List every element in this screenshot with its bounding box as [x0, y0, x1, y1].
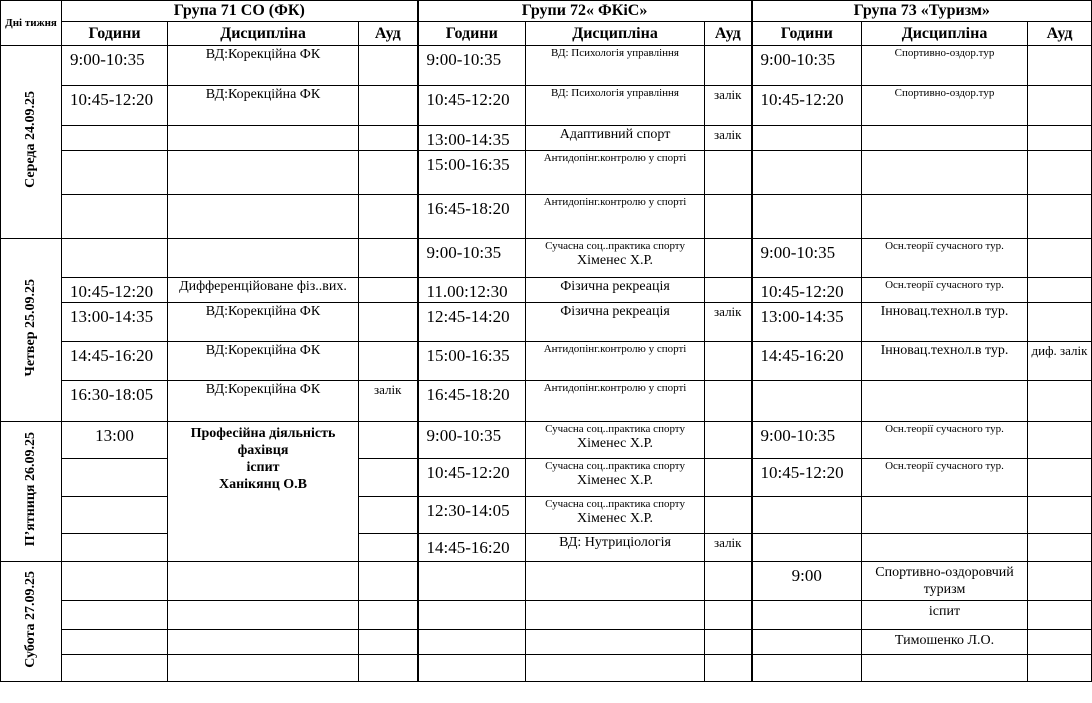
- hours-cell: [62, 497, 168, 534]
- room-cell: [1028, 46, 1092, 86]
- hours-cell: [752, 151, 862, 195]
- room-cell: [359, 126, 418, 151]
- g73-room-header: Ауд: [1028, 22, 1092, 46]
- room-cell: залік: [705, 126, 752, 151]
- hours-cell: [752, 630, 862, 655]
- room-cell: [1028, 278, 1092, 303]
- discipline-text: Сучасна соц..практика спорту: [545, 423, 685, 435]
- discipline-cell: [526, 655, 705, 682]
- room-cell: [359, 46, 418, 86]
- hours-cell: 10:45-12:20: [752, 278, 862, 303]
- teacher-text: Хіменес Х.Р.: [577, 436, 654, 451]
- table-row: [1, 303, 1092, 342]
- discipline-cell: ВД:Корекційна ФК: [168, 303, 359, 342]
- discipline-cell: [168, 126, 359, 151]
- hours-cell: 9:00-10:35: [418, 46, 526, 86]
- table-row: [1, 381, 1092, 422]
- table-row: [1, 278, 1092, 303]
- room-cell: [705, 655, 752, 682]
- room-cell: [359, 86, 418, 126]
- discipline-cell: [862, 655, 1028, 682]
- day-wednesday: Середа 24.09.25: [1, 46, 62, 239]
- discipline-cell: Антидопінг.контролю у спорті: [526, 381, 705, 422]
- hours-cell: [62, 126, 168, 151]
- discipline-cell: [526, 422, 705, 459]
- table-row: [1, 630, 1092, 655]
- discipline-cell: ВД:Корекційна ФК: [168, 381, 359, 422]
- hours-cell: [62, 239, 168, 278]
- room-cell: [705, 46, 752, 86]
- discipline-text: Сучасна соц..практика спорту: [545, 498, 685, 510]
- hours-cell: 10:45-12:20: [752, 459, 862, 497]
- discipline-cell: ВД: Нутриціологія: [526, 534, 705, 562]
- day-thursday: Четвер 25.09.25: [1, 239, 62, 422]
- table-row: [1, 562, 1092, 601]
- room-cell: [359, 239, 418, 278]
- group-header-row: [1, 1, 1092, 22]
- hours-cell: [752, 126, 862, 151]
- g72-discipline-header: Дисципліна: [526, 22, 705, 46]
- hours-cell: [752, 195, 862, 239]
- hours-cell: 14:45-16:20: [62, 342, 168, 381]
- table-row: [1, 126, 1092, 151]
- discipline-cell: Антидопінг.контролю у спорті: [526, 151, 705, 195]
- table-row: [1, 497, 1092, 534]
- table-row: [1, 151, 1092, 195]
- table-row: [1, 459, 1092, 497]
- group-72-title: Групи 72« ФКіС»: [418, 1, 752, 22]
- exam-discipline: Спортивно-оздоровчий туризм: [862, 562, 1028, 601]
- hours-cell: [418, 601, 526, 630]
- hours-cell: 13:00-14:35: [418, 126, 526, 151]
- room-cell: [1028, 239, 1092, 278]
- g71-hours-header: Години: [62, 22, 168, 46]
- hours-cell: 10:45-12:20: [62, 278, 168, 303]
- room-cell: [359, 422, 418, 459]
- discipline-cell: [862, 126, 1028, 151]
- hours-cell: 9:00-10:35: [62, 46, 168, 86]
- exam-discipline-line2: фахівця: [237, 443, 289, 458]
- g73-discipline-header: Дисципліна: [862, 22, 1028, 46]
- table-row: [1, 655, 1092, 682]
- table-row: [1, 601, 1092, 630]
- discipline-cell: ВД: Психологія управління: [526, 46, 705, 86]
- hours-cell: [62, 195, 168, 239]
- day-friday: П’ятниця 26.09.25: [1, 422, 62, 562]
- hours-cell: 13:00: [62, 422, 168, 459]
- discipline-cell: [168, 630, 359, 655]
- exam-teacher: Тимошенко Л.О.: [862, 630, 1028, 655]
- discipline-text: Сучасна соц..практика спорту: [545, 460, 685, 472]
- hours-cell: 9:00-10:35: [418, 239, 526, 278]
- hours-cell: 14:45-16:20: [752, 342, 862, 381]
- room-cell: [359, 655, 418, 682]
- hours-cell: [418, 630, 526, 655]
- discipline-cell: Осн.теорії сучасного тур.: [862, 239, 1028, 278]
- hours-cell: 12:45-14:20: [418, 303, 526, 342]
- hours-cell: 15:00-16:35: [418, 342, 526, 381]
- room-cell: [705, 562, 752, 601]
- table-row: [1, 239, 1092, 278]
- hours-cell: 13:00-14:35: [62, 303, 168, 342]
- discipline-cell: [526, 601, 705, 630]
- hours-cell: [62, 562, 168, 601]
- teacher-text: Хіменес Х.Р.: [577, 473, 654, 488]
- hours-cell: [62, 534, 168, 562]
- hours-cell: 10:45-12:20: [62, 86, 168, 126]
- room-cell: [705, 422, 752, 459]
- table-row: [1, 342, 1092, 381]
- hours-cell: 13:00-14:35: [752, 303, 862, 342]
- hours-cell: 10:45-12:20: [752, 86, 862, 126]
- room-cell: [359, 342, 418, 381]
- days-header: Дні тижня: [1, 1, 62, 46]
- room-cell: залік: [359, 381, 418, 422]
- hours-cell: [752, 381, 862, 422]
- hours-cell: 11.00:12:30: [418, 278, 526, 303]
- room-cell: [359, 497, 418, 534]
- room-cell: [1028, 630, 1092, 655]
- room-cell: [705, 381, 752, 422]
- hours-cell: 15:00-16:35: [418, 151, 526, 195]
- hours-cell: [752, 497, 862, 534]
- discipline-cell: ВД:Корекційна ФК: [168, 46, 359, 86]
- discipline-cell: [168, 239, 359, 278]
- room-cell: [359, 601, 418, 630]
- hours-cell: 9:00-10:35: [752, 46, 862, 86]
- discipline-cell: [526, 239, 705, 278]
- discipline-cell: [168, 151, 359, 195]
- exam-cell: [168, 422, 359, 562]
- discipline-cell: Антидопінг.контролю у спорті: [526, 342, 705, 381]
- exam-type: іспит: [246, 460, 280, 475]
- table-row: [1, 422, 1092, 459]
- discipline-cell: Адаптивний спорт: [526, 126, 705, 151]
- group-71-title: Група 71 СО (ФК): [62, 1, 418, 22]
- room-cell: [359, 459, 418, 497]
- exam-type: іспит: [862, 601, 1028, 630]
- room-cell: [359, 278, 418, 303]
- room-cell: [705, 630, 752, 655]
- discipline-cell: Фізична рекреація: [526, 278, 705, 303]
- hours-cell: 14:45-16:20: [418, 534, 526, 562]
- discipline-cell: [862, 381, 1028, 422]
- room-cell: [359, 534, 418, 562]
- room-cell: [359, 151, 418, 195]
- discipline-cell: [862, 195, 1028, 239]
- discipline-cell: Інновац.технол.в тур.: [862, 342, 1028, 381]
- hours-cell: 9:00-10:35: [752, 239, 862, 278]
- hours-cell: 9:00-10:35: [418, 422, 526, 459]
- hours-cell: [418, 655, 526, 682]
- room-cell: диф. залік: [1028, 342, 1092, 381]
- room-cell: [705, 497, 752, 534]
- discipline-cell: Фізична рекреація: [526, 303, 705, 342]
- room-cell: [359, 303, 418, 342]
- room-cell: залік: [705, 86, 752, 126]
- discipline-cell: Осн.теорії сучасного тур.: [862, 422, 1028, 459]
- hours-cell: 10:45-12:20: [418, 459, 526, 497]
- hours-cell: [752, 655, 862, 682]
- discipline-cell: [526, 497, 705, 534]
- hours-cell: 9:00-10:35: [752, 422, 862, 459]
- discipline-cell: Дифференційоване фіз..вих.: [168, 278, 359, 303]
- discipline-cell: Осн.теорії сучасного тур.: [862, 278, 1028, 303]
- column-header-row: [1, 22, 1092, 46]
- room-cell: [1028, 562, 1092, 601]
- hours-cell: 16:45-18:20: [418, 195, 526, 239]
- hours-cell: 16:30-18:05: [62, 381, 168, 422]
- discipline-cell: Спортивно-оздор.тур: [862, 86, 1028, 126]
- room-cell: [705, 278, 752, 303]
- teacher-text: Хіменес Х.Р.: [577, 253, 654, 268]
- discipline-cell: [862, 534, 1028, 562]
- hours-cell: [752, 601, 862, 630]
- group-73-title: Група 73 «Туризм»: [752, 1, 1092, 22]
- room-cell: [705, 459, 752, 497]
- table-row: [1, 534, 1092, 562]
- discipline-cell: [862, 497, 1028, 534]
- discipline-text: Сучасна соц..практика спорту: [545, 240, 685, 252]
- discipline-cell: ВД:Корекційна ФК: [168, 86, 359, 126]
- g71-room-header: Ауд: [359, 22, 418, 46]
- hours-cell: [62, 630, 168, 655]
- hours-cell: [62, 601, 168, 630]
- discipline-cell: ВД: Психологія управління: [526, 86, 705, 126]
- room-cell: [1028, 497, 1092, 534]
- discipline-cell: Інновац.технол.в тур.: [862, 303, 1028, 342]
- g71-discipline-header: Дисципліна: [168, 22, 359, 46]
- room-cell: [1028, 126, 1092, 151]
- room-cell: [1028, 534, 1092, 562]
- room-cell: [1028, 459, 1092, 497]
- exam-discipline-line1: Професійна діяльність: [190, 426, 336, 441]
- room-cell: [1028, 303, 1092, 342]
- discipline-cell: [168, 655, 359, 682]
- hours-cell: [752, 534, 862, 562]
- room-cell: [705, 342, 752, 381]
- discipline-cell: [862, 151, 1028, 195]
- discipline-cell: Спортивно-оздор.тур: [862, 46, 1028, 86]
- room-cell: [705, 195, 752, 239]
- hours-cell: [62, 459, 168, 497]
- table-row: [1, 86, 1092, 126]
- room-cell: [1028, 655, 1092, 682]
- room-cell: [359, 562, 418, 601]
- hours-cell: 9:00: [752, 562, 862, 601]
- discipline-cell: ВД:Корекційна ФК: [168, 342, 359, 381]
- room-cell: [705, 239, 752, 278]
- hours-cell: [62, 151, 168, 195]
- room-cell: [359, 195, 418, 239]
- discipline-cell: [526, 630, 705, 655]
- day-saturday: Субота 27.09.25: [1, 562, 62, 682]
- exam-teacher: Ханікянц О.В: [218, 477, 308, 492]
- discipline-cell: [526, 459, 705, 497]
- g73-hours-header: Години: [752, 22, 862, 46]
- room-cell: [359, 630, 418, 655]
- room-cell: [1028, 381, 1092, 422]
- room-cell: [705, 151, 752, 195]
- table-row: [1, 46, 1092, 86]
- hours-cell: [418, 562, 526, 601]
- room-cell: залік: [705, 303, 752, 342]
- discipline-cell: Антидопінг.контролю у спорті: [526, 195, 705, 239]
- room-cell: [1028, 195, 1092, 239]
- hours-cell: 16:45-18:20: [418, 381, 526, 422]
- teacher-text: Хіменес Х.Р.: [577, 511, 654, 526]
- discipline-cell: [168, 195, 359, 239]
- hours-cell: 12:30-14:05: [418, 497, 526, 534]
- discipline-cell: Осн.теорії сучасного тур.: [862, 459, 1028, 497]
- room-cell: залік: [705, 534, 752, 562]
- g72-room-header: Ауд: [705, 22, 752, 46]
- discipline-cell: [168, 562, 359, 601]
- discipline-cell: [526, 562, 705, 601]
- room-cell: [705, 601, 752, 630]
- room-cell: [1028, 151, 1092, 195]
- hours-cell: 10:45-12:20: [418, 86, 526, 126]
- room-cell: [1028, 601, 1092, 630]
- room-cell: [1028, 86, 1092, 126]
- hours-cell: [62, 655, 168, 682]
- discipline-cell: [168, 601, 359, 630]
- room-cell: [1028, 422, 1092, 459]
- table-row: [1, 195, 1092, 239]
- g72-hours-header: Години: [418, 22, 526, 46]
